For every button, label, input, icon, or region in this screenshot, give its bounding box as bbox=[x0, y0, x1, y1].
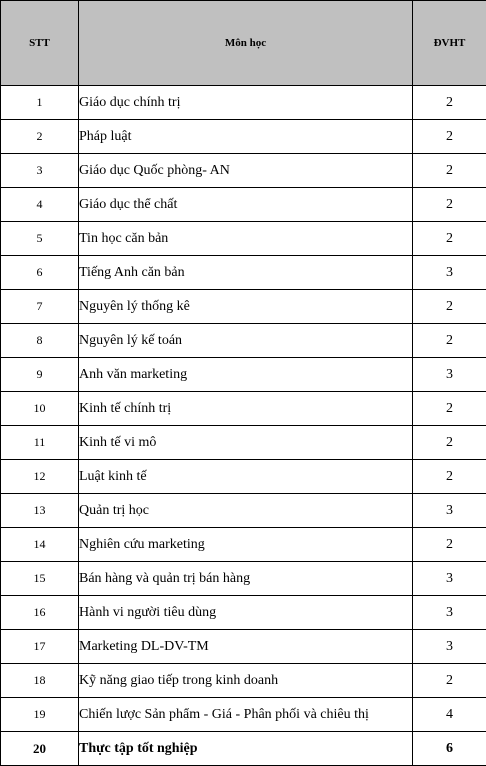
credits-cell: 2 bbox=[413, 664, 486, 698]
subject-name-cell: Quản trị học bbox=[79, 494, 413, 528]
subject-name-cell: Thực tập tốt nghiệp bbox=[79, 732, 413, 766]
subject-name-cell: Tin học căn bản bbox=[79, 222, 413, 256]
stt-cell: 9 bbox=[1, 358, 79, 392]
stt-cell: 3 bbox=[1, 154, 79, 188]
credits-cell: 3 bbox=[413, 494, 486, 528]
table-header bbox=[1, 1, 486, 86]
credits-cell: 2 bbox=[413, 222, 486, 256]
credits-cell: 2 bbox=[413, 392, 486, 426]
subject-name-cell: Giáo dục thể chất bbox=[79, 188, 413, 222]
stt-cell: 18 bbox=[1, 664, 79, 698]
stt-cell: 15 bbox=[1, 562, 79, 596]
stt-cell: 12 bbox=[1, 460, 79, 494]
stt-cell: 19 bbox=[1, 698, 79, 732]
stt-cell: 8 bbox=[1, 324, 79, 358]
subject-name-cell: Nghiên cứu marketing bbox=[79, 528, 413, 562]
stt-cell: 6 bbox=[1, 256, 79, 290]
subject-name-cell: Nguyên lý thống kê bbox=[79, 290, 413, 324]
credits-cell: 2 bbox=[413, 188, 486, 222]
credits-cell: 3 bbox=[413, 256, 486, 290]
credits-cell: 2 bbox=[413, 426, 486, 460]
credits-cell: 2 bbox=[413, 324, 486, 358]
subject-name-cell: Luật kinh tế bbox=[79, 460, 413, 494]
credits-cell: 4 bbox=[413, 698, 486, 732]
subject-name-cell: Anh văn marketing bbox=[79, 358, 413, 392]
table-row bbox=[1, 188, 486, 222]
stt-cell: 17 bbox=[1, 630, 79, 664]
table-row bbox=[1, 596, 486, 630]
stt-cell: 5 bbox=[1, 222, 79, 256]
subject-name-cell: Pháp luật bbox=[79, 120, 413, 154]
credits-cell: 2 bbox=[413, 290, 486, 324]
subject-name-cell: Kỹ năng giao tiếp trong kinh doanh bbox=[79, 664, 413, 698]
subject-name-cell: Kinh tế chính trị bbox=[79, 392, 413, 426]
table-row bbox=[1, 732, 486, 766]
table-row bbox=[1, 698, 486, 732]
table-row bbox=[1, 562, 486, 596]
stt-column-header: STT bbox=[1, 1, 79, 86]
table-row bbox=[1, 120, 486, 154]
credits-cell: 2 bbox=[413, 120, 486, 154]
table-row bbox=[1, 324, 486, 358]
stt-cell: 20 bbox=[1, 732, 79, 766]
header-row bbox=[1, 1, 486, 86]
table-body bbox=[1, 86, 486, 766]
table-row bbox=[1, 392, 486, 426]
credits-cell: 3 bbox=[413, 358, 486, 392]
stt-cell: 14 bbox=[1, 528, 79, 562]
stt-cell: 2 bbox=[1, 120, 79, 154]
credits-cell: 2 bbox=[413, 154, 486, 188]
stt-cell: 1 bbox=[1, 86, 79, 120]
subject-column-header: Môn học bbox=[79, 1, 413, 86]
stt-cell: 13 bbox=[1, 494, 79, 528]
subject-name-cell: Hành vi người tiêu dùng bbox=[79, 596, 413, 630]
credits-cell: 6 bbox=[413, 732, 486, 766]
table-row bbox=[1, 664, 486, 698]
credits-column-header: ĐVHT bbox=[413, 1, 486, 86]
table-row bbox=[1, 358, 486, 392]
table-row bbox=[1, 630, 486, 664]
subject-name-cell: Bán hàng và quản trị bán hàng bbox=[79, 562, 413, 596]
credits-cell: 3 bbox=[413, 596, 486, 630]
table-row bbox=[1, 86, 486, 120]
stt-cell: 4 bbox=[1, 188, 79, 222]
table-row bbox=[1, 154, 486, 188]
table-row bbox=[1, 222, 486, 256]
subject-name-cell: Kinh tế vi mô bbox=[79, 426, 413, 460]
table-row bbox=[1, 290, 486, 324]
stt-cell: 10 bbox=[1, 392, 79, 426]
credits-cell: 2 bbox=[413, 86, 486, 120]
credits-cell: 3 bbox=[413, 562, 486, 596]
table-row bbox=[1, 528, 486, 562]
table-row bbox=[1, 256, 486, 290]
credits-cell: 2 bbox=[413, 460, 486, 494]
subject-name-cell: Chiến lược Sản phẩm - Giá - Phân phối và chiêu thị bbox=[79, 698, 413, 732]
stt-cell: 7 bbox=[1, 290, 79, 324]
subject-name-cell: Marketing DL-DV-TM bbox=[79, 630, 413, 664]
table-row bbox=[1, 426, 486, 460]
credits-cell: 3 bbox=[413, 630, 486, 664]
table-row bbox=[1, 494, 486, 528]
stt-cell: 16 bbox=[1, 596, 79, 630]
subject-name-cell: Giáo dục Quốc phòng- AN bbox=[79, 154, 413, 188]
stt-cell: 11 bbox=[1, 426, 79, 460]
subject-name-cell: Nguyên lý kế toán bbox=[79, 324, 413, 358]
subject-name-cell: Giáo dục chính trị bbox=[79, 86, 413, 120]
table-row bbox=[1, 460, 486, 494]
subject-name-cell: Tiếng Anh căn bản bbox=[79, 256, 413, 290]
credits-cell: 2 bbox=[413, 528, 486, 562]
